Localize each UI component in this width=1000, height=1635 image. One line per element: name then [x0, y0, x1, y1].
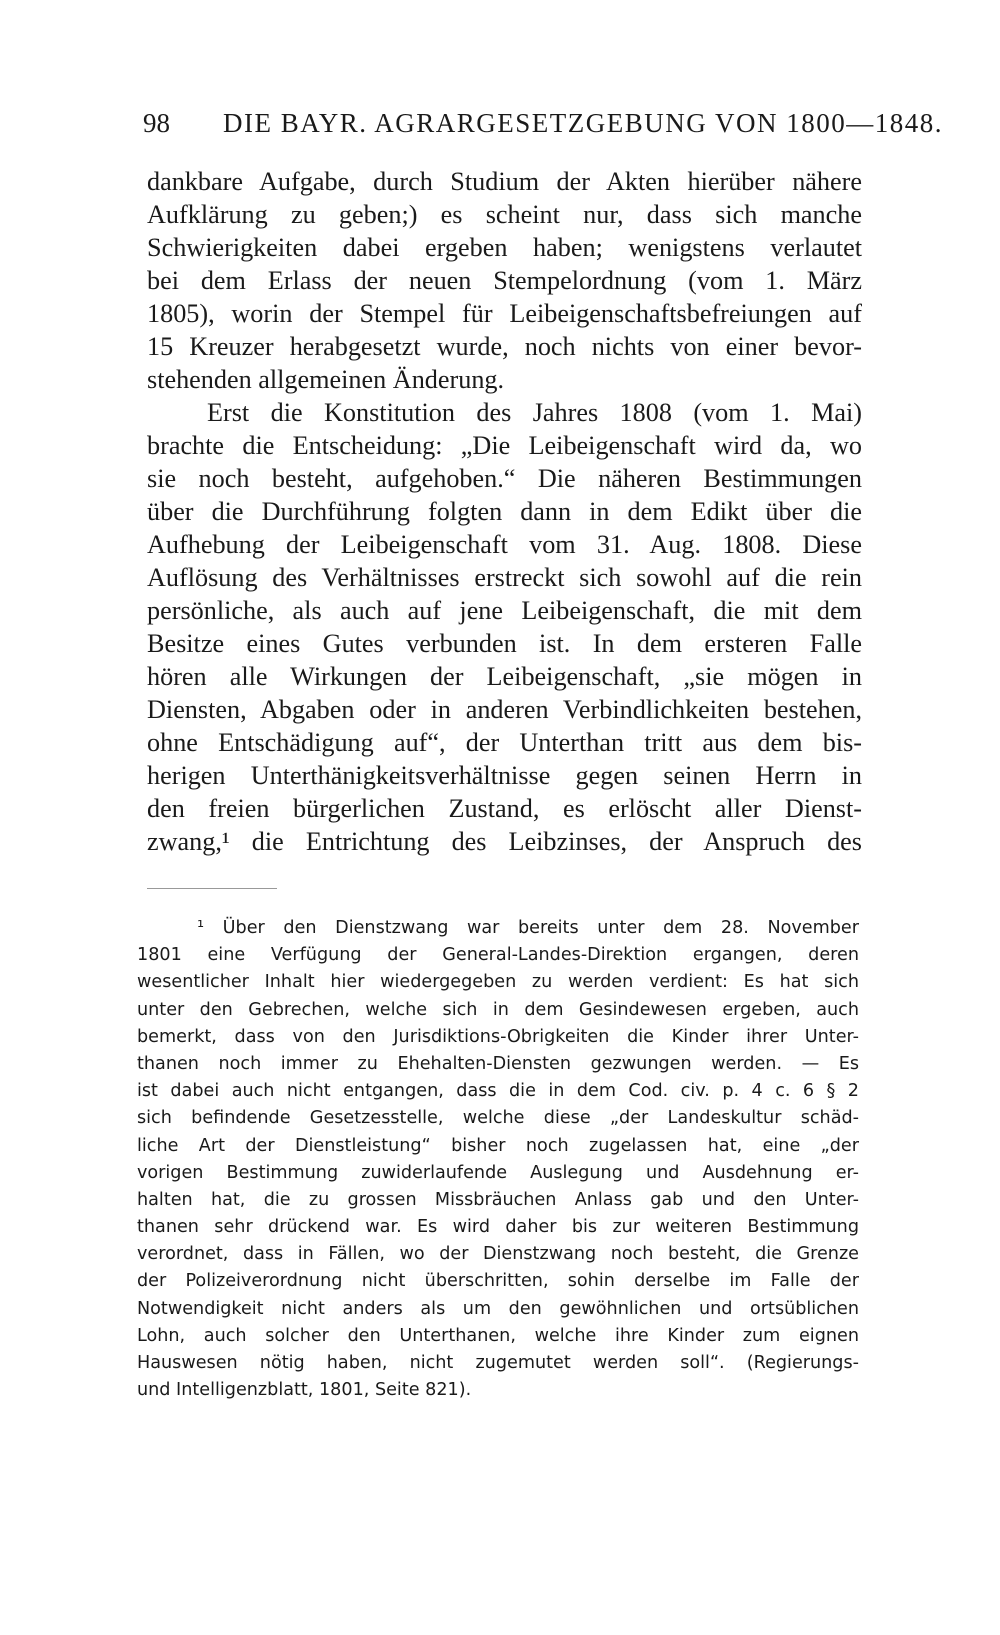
footnote-line: ist dabei auch nicht entgangen, dass die in dem Cod. civ. p. 4 c. 6 § 2: [137, 1081, 859, 1102]
text-line: dankbare Aufgabe, durch Studium der Akten hierüber nähere: [147, 167, 862, 196]
text-line: über die Durchführung folgten dann in dem Edikt über die: [147, 497, 862, 526]
footnote-line: Lohn, auch solcher den Unterthanen, welche ihre Kinder zum eignen: [137, 1325, 859, 1346]
footnote-line: liche Art der Dienstleistung“ bisher noch zugelassen hat, eine „der: [137, 1135, 859, 1156]
text-line: ohne Entschädigung auf“, der Unterthan tritt aus dem bis-: [147, 728, 862, 757]
footnote-line: verordnet, dass in Fällen, wo der Dienstzwang noch besteht, die Grenze: [137, 1244, 859, 1265]
running-title: DIE BAYR. AGRARGESETZGEBUNG VON 1800—1848.: [223, 108, 944, 138]
main-text: [147, 165, 862, 858]
footnote-line: und Intelligenzblatt, 1801, Seite 821).: [137, 1380, 472, 1401]
text-line: herigen Unterthänigkeitsverhältnisse gegen seinen Herrn in: [147, 761, 862, 790]
text-line: hören alle Wirkungen der Leibeigenschaft, „sie mögen in: [147, 662, 862, 691]
footnote-line: halten hat, die zu grossen Missbräuchen Anlass gab und den Unter-: [137, 1189, 859, 1210]
footnote-line: unter den Gebrechen, welche sich in dem Gesindewesen ergeben, auch: [137, 999, 859, 1020]
text-line: Auflösung des Verhältnisses erstreckt sich sowohl auf die rein: [147, 563, 862, 592]
page-number: 98: [143, 108, 170, 138]
text-line: bei dem Erlass der neuen Stempelordnung (vom 1. März: [147, 266, 862, 295]
footnote-line: ¹ Über den Dienstzwang war bereits unter dem 28. November: [197, 918, 859, 938]
footnote-line: bemerkt, dass von den Jurisdiktions-Obrigkeiten die Kinder ihrer Unter-: [137, 1026, 859, 1047]
text-line: Aufklärung zu geben;) es scheint nur, dass sich manche: [147, 200, 862, 229]
text-line: Schwierigkeiten dabei ergeben haben; wenigstens verlautet: [147, 233, 862, 262]
text-line: zwang,¹ die Entrichtung des Leibzinses, der Anspruch des: [147, 827, 862, 856]
text-line: 1805), worin der Stempel für Leibeigenschaftsbefreiungen auf: [147, 299, 862, 328]
footnote-line: der Polizeiverordnung nicht überschritten, sohin derselbe im Falle der: [137, 1271, 859, 1292]
footnote-line: sich befindende Gesetzesstelle, welche diese „der Landeskultur schäd-: [137, 1108, 859, 1129]
page-header: [143, 108, 944, 148]
footnote: [137, 915, 859, 1404]
text-line: brachte die Entscheidung: „Die Leibeigenschaft wird da, wo: [147, 431, 862, 460]
footnote-line: vorigen Bestimmung zuwiderlaufende Auslegung und Ausdehnung er-: [137, 1162, 859, 1183]
text-line: Besitze eines Gutes verbunden ist. In dem ersteren Falle: [147, 629, 862, 658]
footnote-line: wesentlicher Inhalt hier wiedergegeben zu werden verdient: Es hat sich: [137, 972, 859, 993]
footnote-line: thanen noch immer zu Ehehalten-Diensten gezwungen werden. — Es: [137, 1053, 859, 1074]
footnote-line: Hauswesen nötig haben, nicht zugemutet werden soll“. (Regierungs-: [137, 1353, 859, 1373]
text-line: stehenden allgemeinen Änderung.: [147, 365, 505, 394]
footnote-line: 1801 eine Verfügung der General-Landes-Direktion ergangen, deren: [137, 945, 859, 966]
text-line: den freien bürgerlichen Zustand, es erlöscht aller Dienst-: [147, 794, 862, 823]
text-line: 15 Kreuzer herabgesetzt wurde, noch nichts von einer bevor-: [147, 332, 862, 361]
footnote-separator: [147, 888, 277, 889]
text-line: Diensten, Abgaben oder in anderen Verbindlichkeiten bestehen,: [147, 695, 862, 724]
footnote-line: Notwendigkeit nicht anders als um den gewöhnlichen und ortsüblichen: [137, 1298, 859, 1319]
text-line: Aufhebung der Leibeigenschaft vom 31. Aug. 1808. Diese: [147, 530, 862, 559]
text-line: sie noch besteht, aufgehoben.“ Die näheren Bestimmungen: [147, 464, 862, 493]
text-line: persönliche, als auch auf jene Leibeigenschaft, die mit dem: [147, 596, 862, 625]
footnote-line: thanen sehr drückend war. Es wird daher bis zur weiteren Bestimmung: [137, 1217, 859, 1238]
text-line: Erst die Konstitution des Jahres 1808 (vom 1. Mai): [207, 398, 862, 427]
